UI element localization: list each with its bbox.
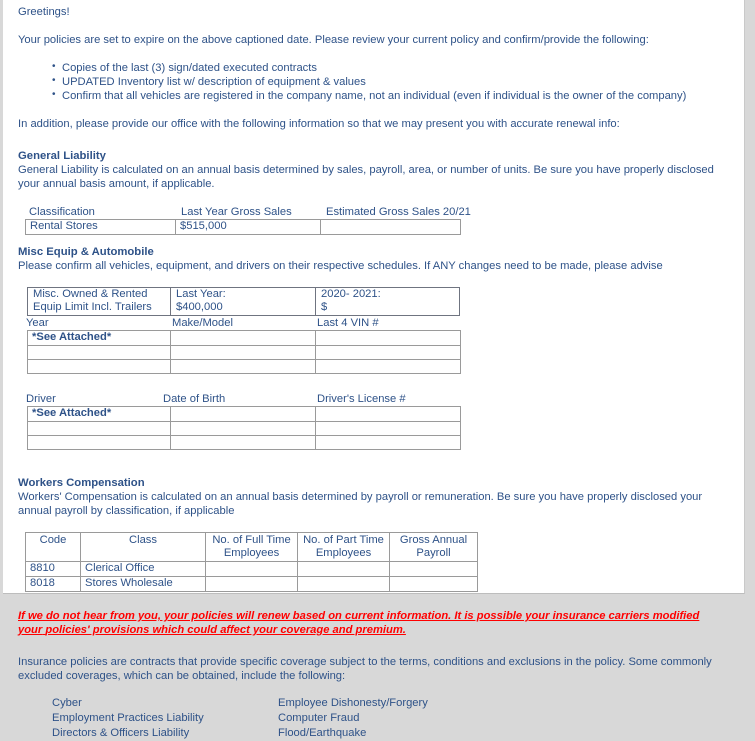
cell-license[interactable] bbox=[316, 436, 461, 450]
workers-comp-body: Workers' Compensation is calculated on an annual basis determined by payroll or remuneration. Be sure you have properly disclosed your annual payroll by classification, if applicable bbox=[18, 491, 703, 517]
coverage-right: Computer Fraud bbox=[278, 712, 360, 724]
document-page bbox=[3, 0, 745, 739]
spacer bbox=[18, 131, 730, 149]
driver-column-labels bbox=[26, 392, 730, 406]
spacer bbox=[18, 637, 730, 655]
header-part-time-line1: No. of Part Time bbox=[303, 534, 384, 546]
spacer bbox=[18, 103, 730, 117]
cell-make-model[interactable] bbox=[171, 360, 316, 374]
spacer bbox=[18, 47, 730, 61]
last-year-value: $400,000 bbox=[176, 301, 223, 313]
header-part-time-line2: Employees bbox=[315, 546, 372, 559]
spacer bbox=[18, 273, 730, 287]
general-liability-heading: General Liability bbox=[18, 150, 106, 162]
column-label-classification: Classification bbox=[29, 206, 95, 218]
table-row bbox=[28, 288, 460, 316]
table-row bbox=[28, 360, 461, 374]
workers-comp-section bbox=[25, 532, 730, 592]
list-item bbox=[52, 696, 730, 711]
header-code-line1: Code bbox=[39, 534, 67, 546]
addition-paragraph: In addition, please provide our office with the following information so that we may present you with accurate renewal info: bbox=[18, 118, 620, 130]
cell-year[interactable] bbox=[28, 346, 171, 360]
table-row bbox=[26, 577, 478, 592]
header-gross-payroll-line2: Payroll bbox=[416, 546, 451, 559]
last-year-label: Last Year: bbox=[176, 288, 226, 300]
cell-full-time[interactable] bbox=[206, 577, 298, 592]
cell-license[interactable] bbox=[316, 407, 461, 422]
cell-driver[interactable] bbox=[28, 422, 171, 436]
cell-code[interactable]: 8018 bbox=[26, 577, 81, 592]
column-label-last-4-vin: Last 4 VIN # bbox=[317, 317, 379, 329]
vehicle-column-labels bbox=[26, 316, 730, 330]
header-gross-payroll bbox=[390, 533, 478, 562]
column-label-date-of-birth: Date of Birth bbox=[163, 393, 226, 405]
coverage-left: Employment Practices Liability bbox=[52, 712, 204, 724]
cell-vin[interactable] bbox=[316, 331, 461, 346]
cell-vin[interactable] bbox=[316, 360, 461, 374]
requirements-list bbox=[18, 61, 730, 103]
column-label-last-year-gross-sales: Last Year Gross Sales bbox=[181, 206, 292, 218]
column-label-estimated-gross-sales: Estimated Gross Sales 20/21 bbox=[326, 206, 471, 218]
cell-vin[interactable] bbox=[316, 346, 461, 360]
spacer bbox=[18, 191, 730, 205]
header-full-time bbox=[206, 533, 298, 562]
intro-paragraph: Your policies are set to expire on the above captioned date. Please review your current policy and confirm/provide the following: bbox=[18, 34, 649, 46]
general-liability-section bbox=[25, 205, 730, 235]
vehicle-table bbox=[27, 330, 461, 374]
cell-last-year[interactable] bbox=[171, 288, 316, 316]
table-cell-last-year-sales[interactable]: $515,000 bbox=[176, 220, 321, 235]
header-part-time bbox=[298, 533, 390, 562]
list-item: • UPDATED Inventory list w/ description of equipment & values bbox=[52, 75, 730, 89]
table-row bbox=[28, 331, 461, 346]
cell-driver[interactable] bbox=[28, 436, 171, 450]
table-cell-estimated-sales[interactable] bbox=[321, 220, 461, 235]
cell-class[interactable]: Clerical Office bbox=[81, 562, 206, 577]
general-liability-body: General Liability is calculated on an annual basis determined by sales, payroll, area, or number of units. Be sure you have properly disclosed your annual basis amount, if applicable. bbox=[18, 164, 714, 190]
misc-equip-limit-table bbox=[27, 287, 460, 316]
spacer bbox=[18, 19, 730, 33]
renewal-warning bbox=[18, 609, 724, 637]
column-label-make-model: Make/Model bbox=[172, 317, 233, 329]
spacer bbox=[18, 518, 730, 532]
driver-section bbox=[27, 392, 730, 450]
warning-line2: policies' provisions which could affect your coverage and premium. bbox=[45, 624, 406, 636]
table-header-row bbox=[26, 533, 478, 562]
header-code bbox=[26, 533, 81, 562]
cell-dob[interactable] bbox=[171, 422, 316, 436]
document-content bbox=[18, 5, 730, 741]
column-label-year: Year bbox=[26, 317, 49, 329]
spacer bbox=[18, 450, 730, 476]
coverage-right: Employee Dishonesty/Forgery bbox=[278, 697, 428, 709]
cell-gross-payroll[interactable] bbox=[390, 562, 478, 577]
current-year-value: $ bbox=[321, 301, 328, 313]
table-row bbox=[26, 562, 478, 577]
misc-equip-heading: Misc Equip & Automobile bbox=[18, 246, 154, 258]
table-row bbox=[28, 346, 461, 360]
table-row bbox=[26, 220, 461, 235]
equip-limit-label-line1: Misc. Owned & Rented bbox=[33, 288, 148, 300]
current-year-label: 2020- 2021: bbox=[321, 288, 381, 300]
spacer bbox=[18, 592, 730, 609]
list-item bbox=[52, 726, 730, 741]
general-liability-table bbox=[25, 219, 461, 235]
header-class-line1: Class bbox=[129, 534, 157, 546]
cell-make-model[interactable] bbox=[171, 331, 316, 346]
cell-dob[interactable] bbox=[171, 407, 316, 422]
workers-comp-heading: Workers Compensation bbox=[18, 477, 145, 489]
cell-code[interactable]: 8810 bbox=[26, 562, 81, 577]
exclusions-body: Insurance policies are contracts that provide specific coverage subject to the terms, conditions and exclusions in the policy. Some commonly excluded coverages, which can be obtained, include the following: bbox=[18, 656, 712, 682]
coverage-left: Cyber bbox=[52, 697, 82, 709]
table-cell-classification[interactable]: Rental Stores bbox=[26, 220, 176, 235]
general-liability-column-labels bbox=[29, 205, 730, 219]
header-full-time-line1: No. of Full Time bbox=[212, 534, 291, 546]
cell-class[interactable]: Stores Wholesale bbox=[81, 577, 206, 592]
coverage-left: Directors & Officers Liability bbox=[52, 727, 190, 739]
misc-equip-body: Please confirm all vehicles, equipment, and drivers on their respective schedules. If ANY changes need to be made, please advise bbox=[18, 260, 663, 272]
workers-comp-table bbox=[25, 532, 478, 592]
list-item: • Confirm that all vehicles are registered in the company name, not an individual (even if individual is the owner of the company) bbox=[52, 89, 730, 103]
cell-license[interactable] bbox=[316, 422, 461, 436]
header-gross-payroll-line1: Gross Annual bbox=[399, 534, 468, 546]
spacer bbox=[18, 374, 730, 392]
header-full-time-line2: Employees bbox=[223, 546, 280, 559]
misc-equip-section bbox=[27, 287, 730, 374]
cell-full-time[interactable] bbox=[206, 562, 298, 577]
table-row bbox=[28, 422, 461, 436]
cell-year[interactable] bbox=[28, 360, 171, 374]
equip-limit-label-line2: Equip Limit Incl. Trailers bbox=[33, 301, 152, 313]
cell-part-time[interactable] bbox=[298, 562, 390, 577]
cell-year[interactable]: *See Attached* bbox=[28, 331, 171, 346]
spacer bbox=[18, 683, 730, 696]
list-item bbox=[52, 711, 730, 726]
cell-current-year[interactable] bbox=[316, 288, 460, 316]
coverage-right: Flood/Earthquake bbox=[278, 727, 367, 739]
cell-make-model[interactable] bbox=[171, 346, 316, 360]
header-class bbox=[81, 533, 206, 562]
spacer bbox=[18, 235, 730, 245]
excluded-coverages-list bbox=[52, 696, 730, 741]
cell-dob[interactable] bbox=[171, 436, 316, 450]
column-label-driver: Driver bbox=[26, 393, 56, 405]
table-row bbox=[28, 436, 461, 450]
cell-gross-payroll[interactable] bbox=[390, 577, 478, 592]
cell-equip-limit-label bbox=[28, 288, 171, 316]
list-item: • Copies of the last (3) sign/dated executed contracts bbox=[52, 61, 730, 75]
warning-line1: If we do not hear from you, your policies will renew based on current information. It is possible your insurance carriers modified your bbox=[18, 610, 700, 636]
cell-driver[interactable]: *See Attached* bbox=[28, 407, 171, 422]
table-row bbox=[28, 407, 461, 422]
column-label-drivers-license: Driver's License # bbox=[317, 393, 406, 405]
cell-part-time[interactable] bbox=[298, 577, 390, 592]
driver-table bbox=[27, 406, 461, 450]
greeting-text: Greetings! bbox=[18, 6, 70, 18]
